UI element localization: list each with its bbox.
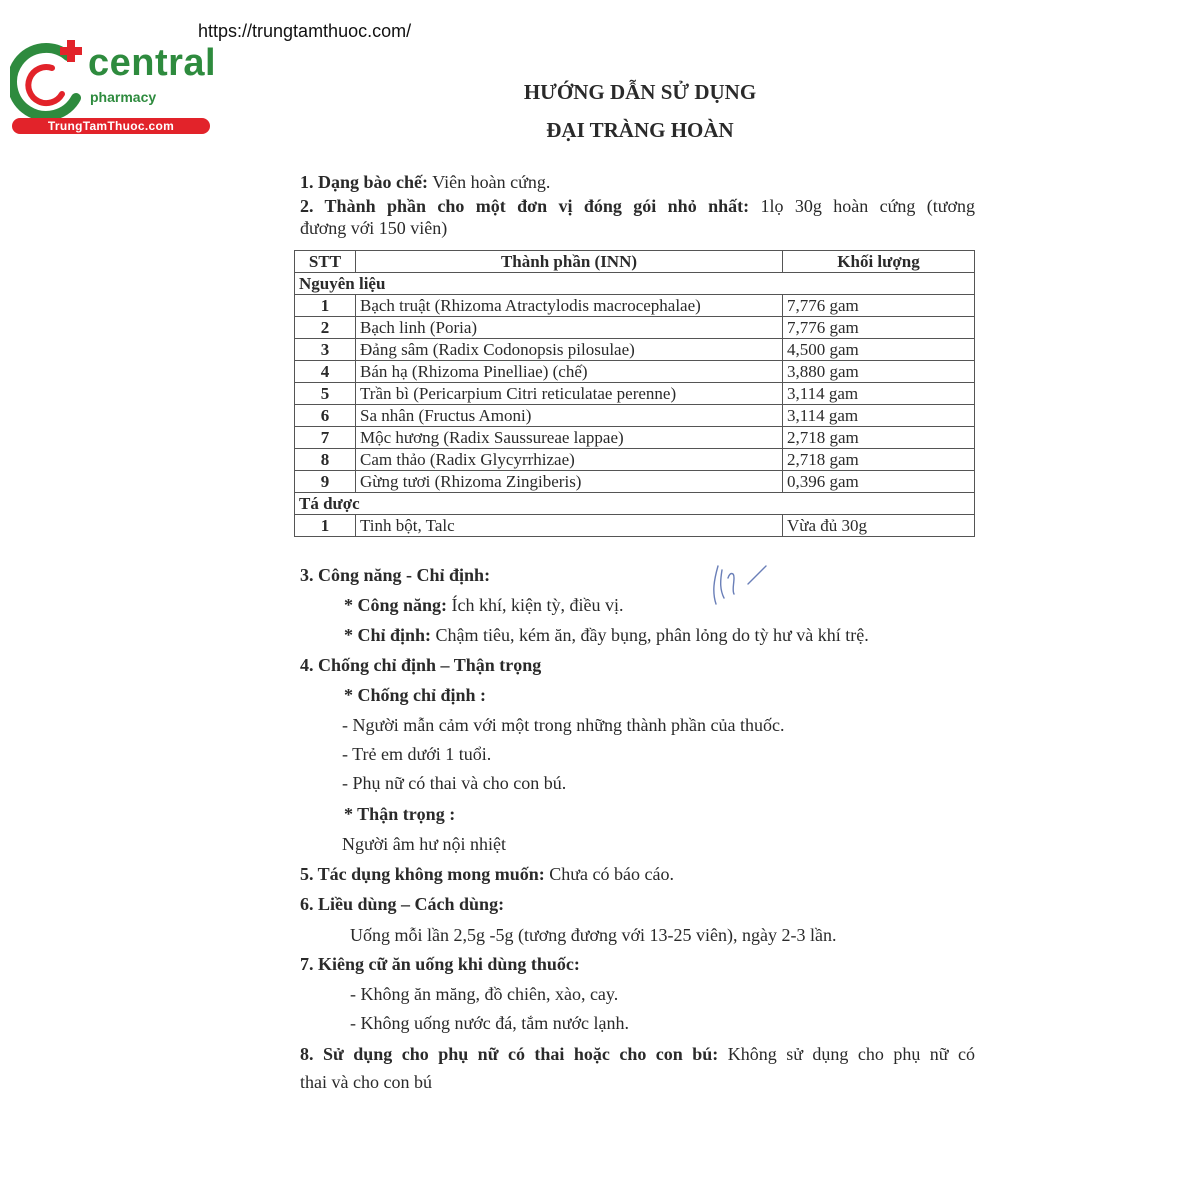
row-stt: 4 (295, 361, 356, 383)
col-header-stt: STT (295, 251, 356, 273)
table-row (295, 471, 975, 493)
row-ingredient: Cam thảo (Radix Glycyrrhizae) (356, 449, 783, 471)
section-8-text: Không sử dụng cho phụ nữ có (718, 1044, 976, 1064)
row-ingredient: Bán hạ (Rhizoma Pinelliae) (chế) (356, 361, 783, 383)
row-mass: 4,500 gam (783, 339, 975, 361)
row-mass: Vừa đủ 30g (783, 515, 975, 537)
list-item: - Người mẫn cảm với một trong những thành phần của thuốc. (342, 715, 785, 735)
function-label: * Công năng: (344, 595, 448, 615)
precaution-label: * Thận trọng : (344, 804, 456, 824)
row-stt: 7 (295, 427, 356, 449)
group-row-excipients (295, 493, 975, 515)
row-stt: 3 (295, 339, 356, 361)
row-ingredient: Trần bì (Pericarpium Citri reticulatae perenne) (356, 383, 783, 405)
row-ingredient: Mộc hương (Radix Saussureae lappae) (356, 427, 783, 449)
list-item: - Trẻ em dưới 1 tuổi. (342, 744, 492, 764)
row-ingredient: Tinh bột, Talc (356, 515, 783, 537)
list-item: - Không uống nước đá, tắm nước lạnh. (350, 1013, 629, 1033)
row-mass: 3,114 gam (783, 405, 975, 427)
section-2-text-cont: đương với 150 viên) (300, 218, 448, 238)
row-stt: 1 (295, 295, 356, 317)
section-2-text: 1lọ 30g hoàn cứng (tương (749, 196, 975, 216)
section-8-label: 8. Sử dụng cho phụ nữ có thai hoặc cho con bú: (300, 1044, 719, 1064)
row-stt: 8 (295, 449, 356, 471)
table-row (295, 295, 975, 317)
section-5-label: 5. Tác dụng không mong muốn: (300, 864, 545, 884)
row-stt: 6 (295, 405, 356, 427)
section-8 (300, 1044, 975, 1065)
section-3-indication (344, 625, 869, 646)
section-1-text: Viên hoàn cứng. (428, 172, 551, 192)
table-row (295, 317, 975, 339)
section-2-label: 2. Thành phần cho một đơn vị đóng gói nhỏ nhất: (300, 196, 750, 216)
group-row-raw-materials (295, 273, 975, 295)
group-label: Nguyên liệu (295, 273, 975, 295)
row-ingredient: Đảng sâm (Radix Codonopsis pilosulae) (356, 339, 783, 361)
row-mass: 0,396 gam (783, 471, 975, 493)
row-mass: 3,114 gam (783, 383, 975, 405)
ingredients-table (294, 250, 975, 537)
section-1-label: 1. Dạng bào chế: (300, 172, 429, 192)
row-mass: 7,776 gam (783, 295, 975, 317)
row-ingredient: Sa nhân (Fructus Amoni) (356, 405, 783, 427)
section-4-label: 4. Chống chỉ định – Thận trọng (300, 655, 542, 675)
col-header-ingredient: Thành phần (INN) (356, 251, 783, 273)
indication-text: Chậm tiêu, kém ăn, đầy bụng, phân lỏng do tỳ hư và khí trệ. (431, 625, 869, 645)
row-mass: 7,776 gam (783, 317, 975, 339)
doc-title: HƯỚNG DẪN SỬ DỤNG (523, 80, 757, 104)
table-row (295, 405, 975, 427)
function-text: Ích khí, kiện tỳ, điều vị. (447, 595, 624, 615)
logo-wordmark: central (88, 42, 217, 84)
section-8-text-cont: thai và cho con bú (300, 1072, 432, 1092)
table-row (295, 449, 975, 471)
row-ingredient: Bạch linh (Poria) (356, 317, 783, 339)
section-3-label: 3. Công năng - Chỉ định: (300, 565, 491, 585)
row-mass: 3,880 gam (783, 361, 975, 383)
source-url: https://trungtamthuoc.com/ (198, 21, 412, 41)
contraindication-label: * Chống chỉ định : (344, 685, 487, 705)
section-5 (300, 864, 674, 885)
row-ingredient: Bạch truật (Rhizoma Atractylodis macrocephalae) (356, 295, 783, 317)
table-row (295, 361, 975, 383)
row-mass: 2,718 gam (783, 449, 975, 471)
table-row (295, 427, 975, 449)
doc-product-name: ĐẠI TRÀNG HOÀN (546, 118, 734, 142)
row-ingredient: Gừng tươi (Rhizoma Zingiberis) (356, 471, 783, 493)
row-stt: 9 (295, 471, 356, 493)
section-1 (300, 172, 550, 193)
table-row (295, 515, 975, 537)
row-stt: 2 (295, 317, 356, 339)
table-row (295, 339, 975, 361)
col-header-mass: Khối lượng (783, 251, 975, 273)
row-mass: 2,718 gam (783, 427, 975, 449)
section-6-label: 6. Liều dùng – Cách dùng: (300, 894, 505, 914)
dosage-text: Uống mỗi lần 2,5g -5g (tương đương với 13-25 viên), ngày 2-3 lần. (350, 925, 837, 945)
section-3-function (344, 595, 624, 616)
section-7-label: 7. Kiêng cữ ăn uống khi dùng thuốc: (300, 954, 580, 974)
group-label: Tá dược (295, 493, 975, 515)
row-stt: 1 (295, 515, 356, 537)
precaution-text: Người âm hư nội nhiệt (342, 834, 507, 854)
logo-subtitle: pharmacy (90, 89, 157, 105)
indication-label: * Chỉ định: (344, 625, 432, 645)
section-2 (300, 196, 975, 217)
handwritten-signature-icon (708, 560, 768, 610)
table-row (295, 383, 975, 405)
logo-site-banner: TrungTamThuoc.com (12, 118, 210, 134)
row-stt: 5 (295, 383, 356, 405)
list-item: - Phụ nữ có thai và cho con bú. (342, 773, 567, 793)
table-header-row (295, 251, 975, 273)
section-5-text: Chưa có báo cáo. (544, 864, 674, 884)
list-item: - Không ăn măng, đồ chiên, xào, cay. (350, 984, 619, 1004)
